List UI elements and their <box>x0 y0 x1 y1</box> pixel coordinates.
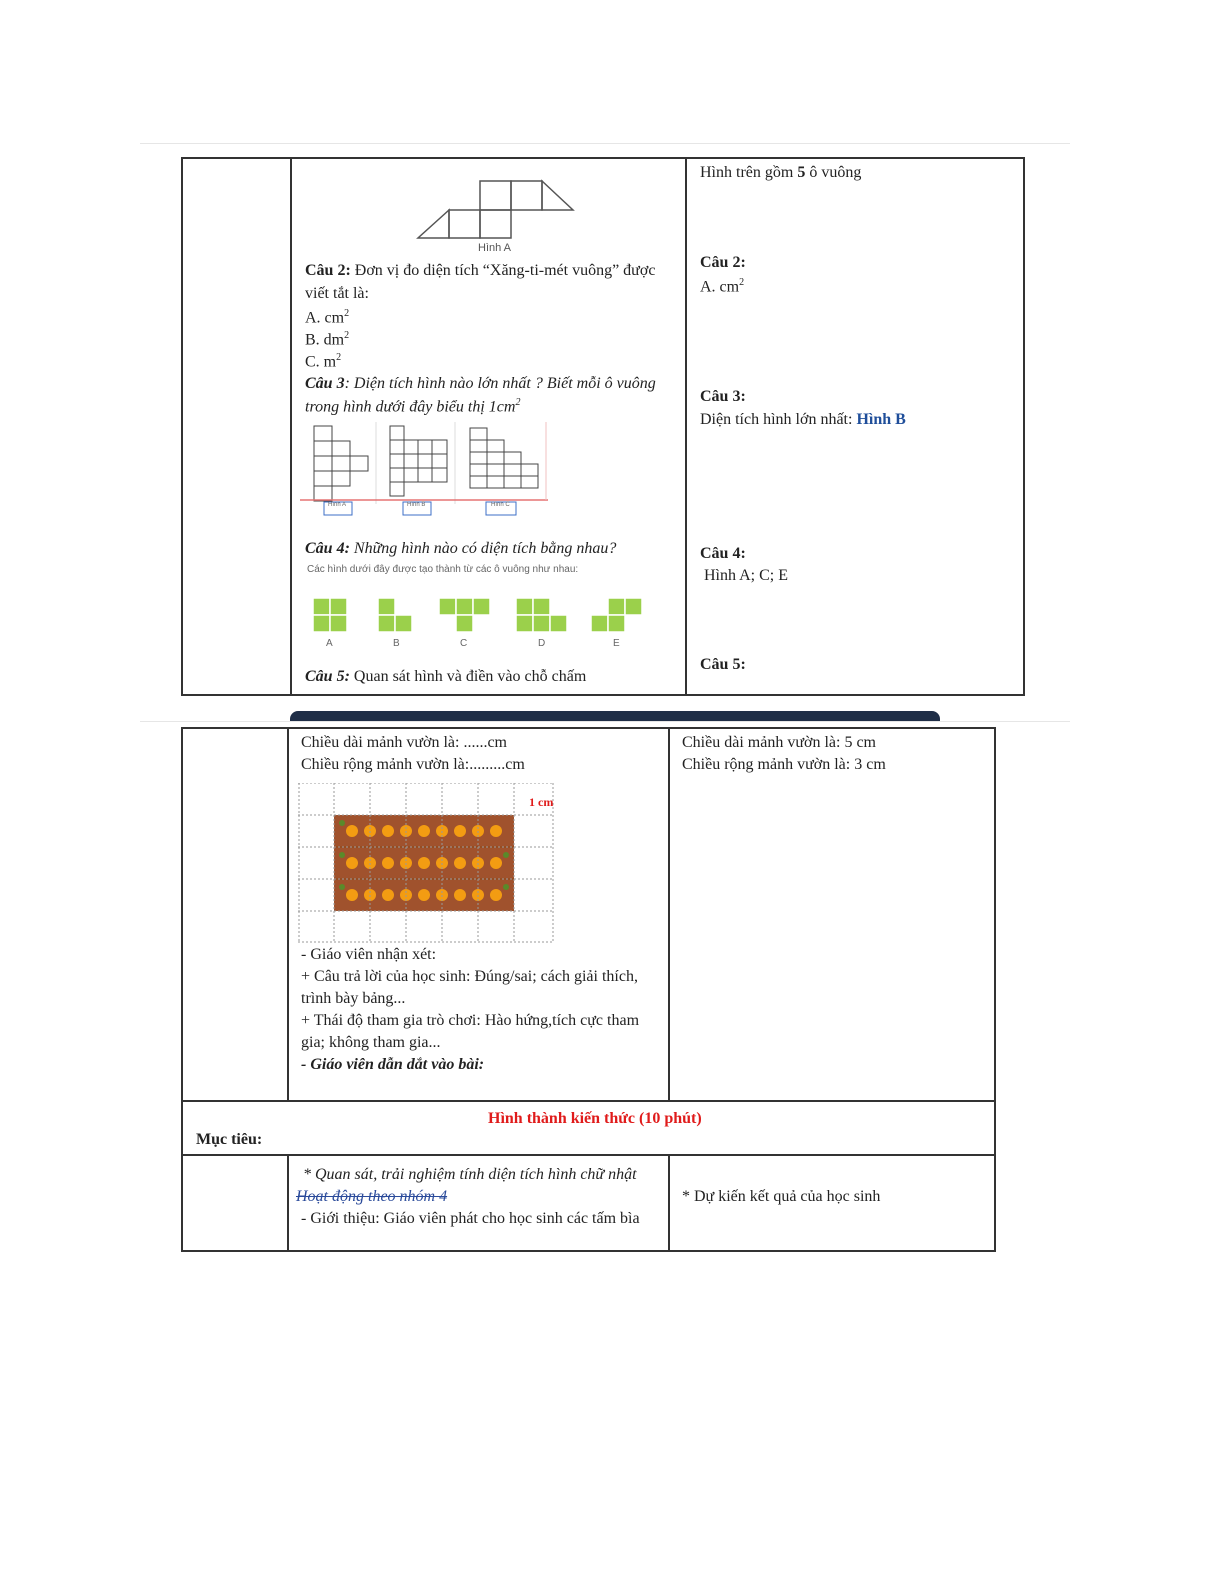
page-top-separator <box>140 143 1070 144</box>
column-divider <box>287 727 289 1102</box>
shape-label-a: A <box>326 638 333 649</box>
column-divider <box>685 157 687 696</box>
garden-width-line: Chiều rộng mảnh vườn là:.........cm <box>301 756 525 773</box>
question-5 <box>305 668 683 690</box>
lead-in-line: - Giáo viên dẫn dắt vào bài: <box>301 1056 485 1073</box>
section-title: Hình thành kiến thức (10 phút) <box>488 1110 702 1127</box>
feedback-line-3: trình bày bảng... <box>301 990 406 1007</box>
question-4 <box>305 540 683 562</box>
figure-caption: Hình A <box>478 242 512 254</box>
q2-option-b: B. dm <box>305 331 345 349</box>
q4-subtitle: Các hình dưới đây được tạo thành từ các ô vuông như nhau: <box>307 564 579 575</box>
answer-q3-label: Câu 3: <box>700 388 746 405</box>
column-divider <box>668 1154 670 1252</box>
row-divider <box>181 1154 996 1156</box>
activity-line-3: - Giới thiệu: Giáo viên phát cho học sinh các tấm bìa <box>301 1210 640 1227</box>
activity-line-2: Hoạt động theo nhóm 4 <box>296 1188 448 1205</box>
feedback-line-1: - Giáo viên nhận xét: <box>301 946 437 963</box>
objective-label: Mục tiêu: <box>196 1131 263 1148</box>
question-2: Câu 2: Đơn vị đo diện tích “Xăng-ti-mét vuông” được viết tắt là: A. $cm^2$ B. $dm^2$ C. $m^2$ <box>305 262 683 372</box>
q4-green-shapes <box>305 592 655 637</box>
answer-q5-label: Câu 5: <box>700 656 746 673</box>
shape-label-b: B <box>393 638 400 649</box>
garden-grid-figure <box>298 783 554 943</box>
garden-width-answer: Chiều rộng mảnh vườn là: 3 cm <box>682 756 886 773</box>
feedback-line-5: gia; không tham gia... <box>301 1034 441 1051</box>
shape-label-e: E <box>613 638 620 649</box>
q5-label: Câu 5: <box>305 668 350 685</box>
q3-label: Câu 3 <box>305 375 345 392</box>
answer-q4-label: Câu 4: <box>700 545 746 562</box>
feedback-line-4: + Thái độ tham gia trò chơi: Hào hứng,tích cực tham <box>301 1012 640 1029</box>
q5-text: Quan sát hình và điền vào chỗ chấm <box>349 668 587 685</box>
shape-label-d: D <box>538 638 546 649</box>
page-edge-shadow <box>290 711 940 721</box>
q3-fig-label-c: Hình C <box>491 502 510 508</box>
page-separator <box>140 721 1070 722</box>
answer-q2-label: Câu 2: <box>700 254 746 271</box>
answer-shape-count: Hình trên gồm 5 ô vuông <box>700 164 862 181</box>
q3-fig-label-b: Hình B <box>407 502 426 508</box>
answer-q4: Hình A; C; E <box>704 567 789 584</box>
column-divider <box>287 1154 289 1252</box>
shape-label-c: C <box>460 638 468 649</box>
q2-text-cont: viết tắt là: <box>305 285 369 302</box>
q2-text: Đơn vị đo diện tích “Xăng-ti-mét vuông” được <box>350 262 656 279</box>
q2-label: Câu 2: <box>305 262 351 279</box>
q4-text: Những hình nào có diện tích bằng nhau? <box>349 540 617 557</box>
garden-length-answer: Chiều dài mảnh vườn là: 5 cm <box>682 734 876 751</box>
row-divider <box>181 1100 996 1102</box>
column-divider <box>668 727 670 1102</box>
question-3: Câu 3: Diện tích hình nào lớn nhất ? Biết mỗi ô vuông trong hình dưới đây biểu thị $1cm^2$ <box>305 375 656 416</box>
q4-label: Câu 4: <box>305 540 350 557</box>
q3-text: : Diện tích hình nào lớn nhất ? Biết mỗi ô vuông <box>344 375 656 392</box>
q3-text-cont: trong hình dưới đây biểu thị 1cm <box>305 398 516 416</box>
expected-results: * Dự kiến kết quả của học sinh <box>682 1188 881 1205</box>
grid-unit-label: 1 cm <box>529 795 554 809</box>
feedback-line-2: + Câu trả lời của học sinh: Đúng/sai; cách giải thích, <box>301 968 638 985</box>
answer-q3-highlight: Hình B <box>856 411 906 428</box>
q3-fig-label-a: Hình A <box>328 502 347 508</box>
q2-option-c: C. m <box>305 353 337 371</box>
garden-length-line: Chiều dài mảnh vườn là: ......cm <box>301 734 507 751</box>
answer-q3: Diện tích hình lớn nhất: Hình B <box>700 411 906 428</box>
column-divider <box>290 157 292 696</box>
q2-option-a: A. cm <box>305 309 345 327</box>
answer-q2: A. $cm^2$ <box>700 277 745 296</box>
activity-line-1: * Quan sát, trải nghiệm tính diện tích hình chữ nhật <box>303 1166 637 1183</box>
